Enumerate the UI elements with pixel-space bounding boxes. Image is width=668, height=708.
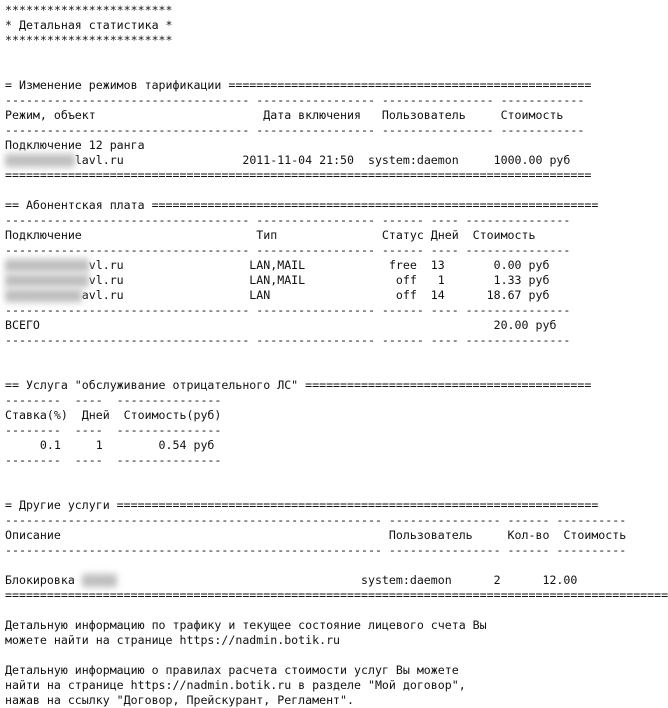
report-text: Детальную информацию по трафику и текущее состояние лицевого счета Вы <box>5 618 487 632</box>
redacted-text: xxxxxxxxxxx <box>5 288 82 302</box>
redacted-text: xxxxxxxxxxxx <box>5 258 89 272</box>
report-line <box>5 273 581 288</box>
report-line <box>5 558 581 573</box>
report-text: 0.1 1 0.54 руб <box>5 438 215 452</box>
report-line <box>5 288 581 303</box>
report-line <box>5 528 627 543</box>
report-text: == Услуга "обслуживание отрицательного ЛС" ========================================= <box>5 378 592 392</box>
report-text: Ставка(%) Дней Стоимость(руб) <box>5 408 222 422</box>
report-line <box>5 453 581 468</box>
report-text: -------- ---- --------------- <box>5 423 222 437</box>
report-line <box>5 378 592 393</box>
report-line <box>5 468 581 483</box>
report-text: vl.ru LAN,MAIL off 1 1.33 руб <box>88 273 550 287</box>
report-line <box>5 228 581 243</box>
report-line <box>5 198 599 213</box>
report-line <box>5 363 581 378</box>
report-line <box>5 543 627 558</box>
report-text: ----------------------------------- ----------------- ------ ---- --------------- <box>5 243 571 257</box>
report-text: ----------------------------------- ----------------- ---------------- ------------ <box>5 123 585 137</box>
report-text: найти на странице https://nadmin.botik.ru в разделе "Мой договор", <box>5 678 466 692</box>
report-text: * Детальная статистика * <box>5 18 173 32</box>
report-text: ==================================================================================== <box>5 168 592 182</box>
report-line <box>5 513 627 528</box>
report-line <box>5 573 581 588</box>
report-text: ------------------------------------------------------ ---------------- ------ ---------- <box>5 513 627 527</box>
report-text: -------- ---- --------------- <box>5 453 222 467</box>
report-line <box>5 168 592 183</box>
report-text: lavl.ru 2011-11-04 21:50 system:daemon 1000.00 руб <box>74 153 571 167</box>
report-text: =============================================================================================== <box>5 588 668 602</box>
report-line <box>5 693 581 708</box>
report-text: Описание Пользователь Кол-во Стоимость <box>5 528 627 542</box>
report-line <box>5 588 668 603</box>
report-text: = Изменение режимов тарификации ==================================================== <box>5 78 592 92</box>
report-text: vl.ru LAN,MAIL free 13 0.00 руб <box>88 258 550 272</box>
report-text: Подключение Тип Статус Дней Стоимость <box>5 228 536 242</box>
report-text: system:daemon 2 12.00 <box>116 573 578 587</box>
report-text: == Абонентская плата ================================================================ <box>5 198 599 212</box>
report-line <box>5 3 581 18</box>
report-line <box>5 63 581 78</box>
report-line <box>5 123 585 138</box>
report-line <box>5 678 581 693</box>
report-line <box>5 393 581 408</box>
report-line <box>5 618 581 633</box>
report-line <box>5 438 581 453</box>
report-line <box>5 408 581 423</box>
report-line <box>5 78 592 93</box>
report-line <box>5 138 581 153</box>
report-line <box>5 18 581 33</box>
report-line <box>5 303 581 318</box>
report-line <box>5 213 581 228</box>
report-line <box>5 108 581 123</box>
report-line <box>5 333 581 348</box>
report-line <box>5 153 581 168</box>
report-line <box>5 498 599 513</box>
report-text: Подключение 12 ранга <box>5 138 145 152</box>
report-line <box>5 258 581 273</box>
report-line <box>5 348 581 363</box>
report-text: avl.ru LAN off 14 18.67 руб <box>81 288 550 302</box>
report-text: ----------------------------------- ----------------- ------ ---- --------------- <box>5 303 571 317</box>
report-line <box>5 483 581 498</box>
report-line <box>5 648 581 663</box>
report-text: ----------------------------------- ----------------- ---------------- ------------ <box>5 93 585 107</box>
report-text: -------- ---- --------------- <box>5 393 222 407</box>
report-line <box>5 603 581 618</box>
report-text: Блокировка <box>5 573 82 587</box>
report-line <box>5 243 581 258</box>
report-text: = Другие услуги ===================================================================== <box>5 498 599 512</box>
report-text: нажав на ссылку "Договор, Прейскурант, Регламент". <box>5 693 355 707</box>
report-line <box>5 33 581 48</box>
report-line <box>5 318 581 333</box>
report-text: ВСЕГО 20.00 руб <box>5 318 557 332</box>
report-text: ------------------------------------------------------ ---------------- ------ ---------- <box>5 543 627 557</box>
report-line <box>5 633 581 648</box>
report-text: ----------------------------------- ----------------- ------ ---- --------------- <box>5 333 571 347</box>
report-line <box>5 183 581 198</box>
report-text: Режим, объект Дата включения Пользователь Стоимость <box>5 108 564 122</box>
redacted-text: xxxxx <box>81 573 117 587</box>
redacted-text: xxxxxxxxxx <box>5 153 75 167</box>
report-text: можете найти на странице https://nadmin.botik.ru <box>5 633 341 647</box>
report-line <box>5 663 581 678</box>
report-text: Детальную информацию о правилах расчета стоимости услуг Вы можете <box>5 663 459 677</box>
report-line <box>5 423 581 438</box>
report-line <box>5 48 581 63</box>
redacted-text: xxxxxxxxxxxx <box>5 273 89 287</box>
report-text: ************************ <box>5 3 173 17</box>
report-text: ----------------------------------- ----------------- ------ ---- --------------- <box>5 213 571 227</box>
report-text: ************************ <box>5 33 173 47</box>
report-line <box>5 93 585 108</box>
